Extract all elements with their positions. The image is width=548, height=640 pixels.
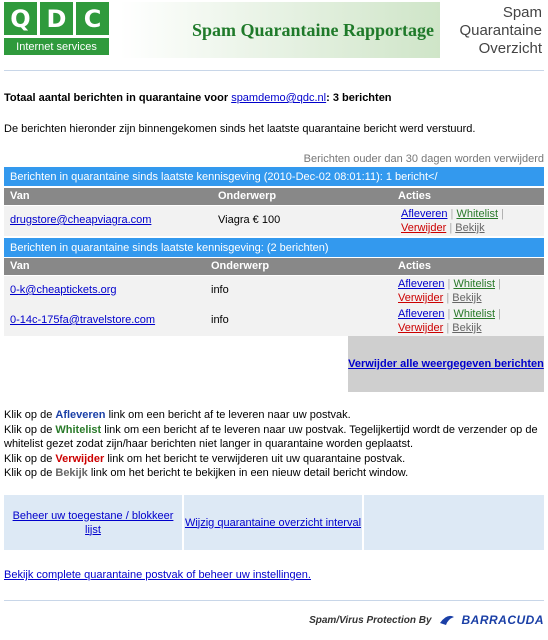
help-view-text: link om het bericht te bekijken in een nieuw detail bericht window. <box>90 467 409 479</box>
settings-box-empty <box>364 495 544 550</box>
view-link[interactable]: Bekijk <box>452 292 482 304</box>
footer <box>244 605 544 635</box>
delete-all-box <box>348 336 544 392</box>
view-link[interactable]: Bekijk <box>455 222 485 234</box>
barracuda-logo-icon <box>438 611 456 629</box>
since-text: De berichten hieronder zijn binnengekomen sinds het laatste quarantaine bericht werd verstuurd. <box>4 123 476 135</box>
delete-all-link[interactable]: Verwijder alle weergegeven berichten <box>348 358 544 370</box>
manage-lists-link[interactable]: Beheer uw toegestane / blokkeer lijst <box>12 509 174 536</box>
row-actions: Afleveren | Whitelist | Verwijder | Bekijk <box>401 208 504 234</box>
table-header <box>4 258 544 275</box>
corner-title-line: Quarantaine <box>459 22 542 39</box>
corner-title-line: Spam <box>502 4 542 21</box>
banner-title: Spam Quarantaine Rapportage <box>191 19 434 40</box>
column-from: Van <box>10 190 30 202</box>
recipient-email-link[interactable]: spamdemo@qdc.nl <box>231 92 327 104</box>
deliver-link[interactable]: Afleveren <box>398 278 445 290</box>
help-deliver-term: Afleveren <box>55 409 106 421</box>
help-deliver-text: link om een bericht af te leveren naar uw postvak. <box>108 409 351 421</box>
table-header <box>4 188 544 205</box>
section-header: Berichten in quarantaine sinds laatste kennisgeving: (2 berichten) <box>4 238 544 257</box>
help-whitelist-term: Whitelist <box>55 423 102 436</box>
qdc-logo <box>4 2 112 58</box>
column-actions: Acties <box>398 190 432 202</box>
deliver-link[interactable]: Afleveren <box>398 308 445 320</box>
settings-box <box>184 495 362 550</box>
logo-letter: C <box>76 2 109 35</box>
change-interval-link[interactable]: Wijzig quarantaine overzicht interval <box>184 516 362 529</box>
view-link[interactable]: Bekijk <box>452 322 482 334</box>
help-whitelist-text: link om een bericht af te leveren naar uw postvak. Tegelijkertijd wordt de verzender op de whitelist gezet zodat zijn/haar berichten niet langer in quarantaine worden geplaatst. <box>4 423 538 450</box>
row-actions: Afleveren | Whitelist | Verwijder | Bekijk <box>398 278 501 304</box>
header <box>0 0 548 62</box>
corner-title-line: Overzicht <box>478 40 542 57</box>
logo-letter: D <box>40 2 73 35</box>
help-prefix: Klik op de <box>4 409 53 421</box>
whitelist-link[interactable]: Whitelist <box>456 208 499 220</box>
whitelist-link[interactable]: Whitelist <box>453 278 496 290</box>
delete-link[interactable]: Verwijder <box>401 222 447 234</box>
divider <box>4 600 544 601</box>
table-row <box>4 206 544 236</box>
logo-subtitle: Internet services <box>4 38 109 55</box>
subject: info <box>211 314 229 326</box>
settings-boxes <box>4 495 544 550</box>
total-suffix: : 3 berichten <box>326 92 392 104</box>
report-banner <box>120 2 440 58</box>
older-note: Berichten ouder dan 30 dagen worden verwijderd <box>303 153 544 165</box>
column-subject: Onderwerp <box>218 190 277 202</box>
help-delete-text: link om het bericht te verwijderen uit uw quarantaine postvak. <box>107 452 406 465</box>
row-actions: Afleveren | Whitelist | Verwijder | Bekijk <box>398 308 501 334</box>
subject: info <box>211 284 229 296</box>
table-row <box>4 276 544 306</box>
help-prefix: Klik op de <box>4 423 53 436</box>
help-text <box>4 408 544 481</box>
total-summary <box>4 92 392 104</box>
settings-box <box>4 495 182 550</box>
sender-link[interactable]: drugstore@cheapviagra.com <box>10 214 152 226</box>
subject: Viagra € 100 <box>218 214 281 226</box>
delete-link[interactable]: Verwijder <box>398 322 444 334</box>
column-subject: Onderwerp <box>211 260 270 272</box>
delete-link[interactable]: Verwijder <box>398 292 444 304</box>
whitelist-link[interactable]: Whitelist <box>453 308 496 320</box>
full-quarantine-link[interactable]: Bekijk complete quarantaine postvak of beheer uw instellingen. <box>4 569 311 581</box>
help-prefix: Klik op de <box>4 467 53 479</box>
column-actions: Acties <box>398 260 432 272</box>
total-prefix: Totaal aantal berichten in quarantaine voor <box>4 92 229 104</box>
logo-letter: Q <box>4 2 37 35</box>
section-header: Berichten in quarantaine sinds laatste kennisgeving (2010-Dec-02 08:01:11): 1 bericht</ <box>4 167 544 186</box>
corner-title <box>459 4 542 58</box>
divider <box>4 70 544 71</box>
column-from: Van <box>10 260 30 272</box>
brand-name: BARRACUDA <box>461 613 544 627</box>
table-row <box>4 306 544 336</box>
help-prefix: Klik op de <box>4 452 53 465</box>
help-delete-term: Verwijder <box>55 452 105 465</box>
sender-link[interactable]: 0-14c-175fa@travelstore.com <box>10 314 156 326</box>
deliver-link[interactable]: Afleveren <box>401 208 448 220</box>
sender-link[interactable]: 0-k@cheaptickets.org <box>10 284 117 296</box>
protection-text: Spam/Virus Protection By <box>309 614 432 626</box>
help-view-term: Bekijk <box>55 467 88 479</box>
